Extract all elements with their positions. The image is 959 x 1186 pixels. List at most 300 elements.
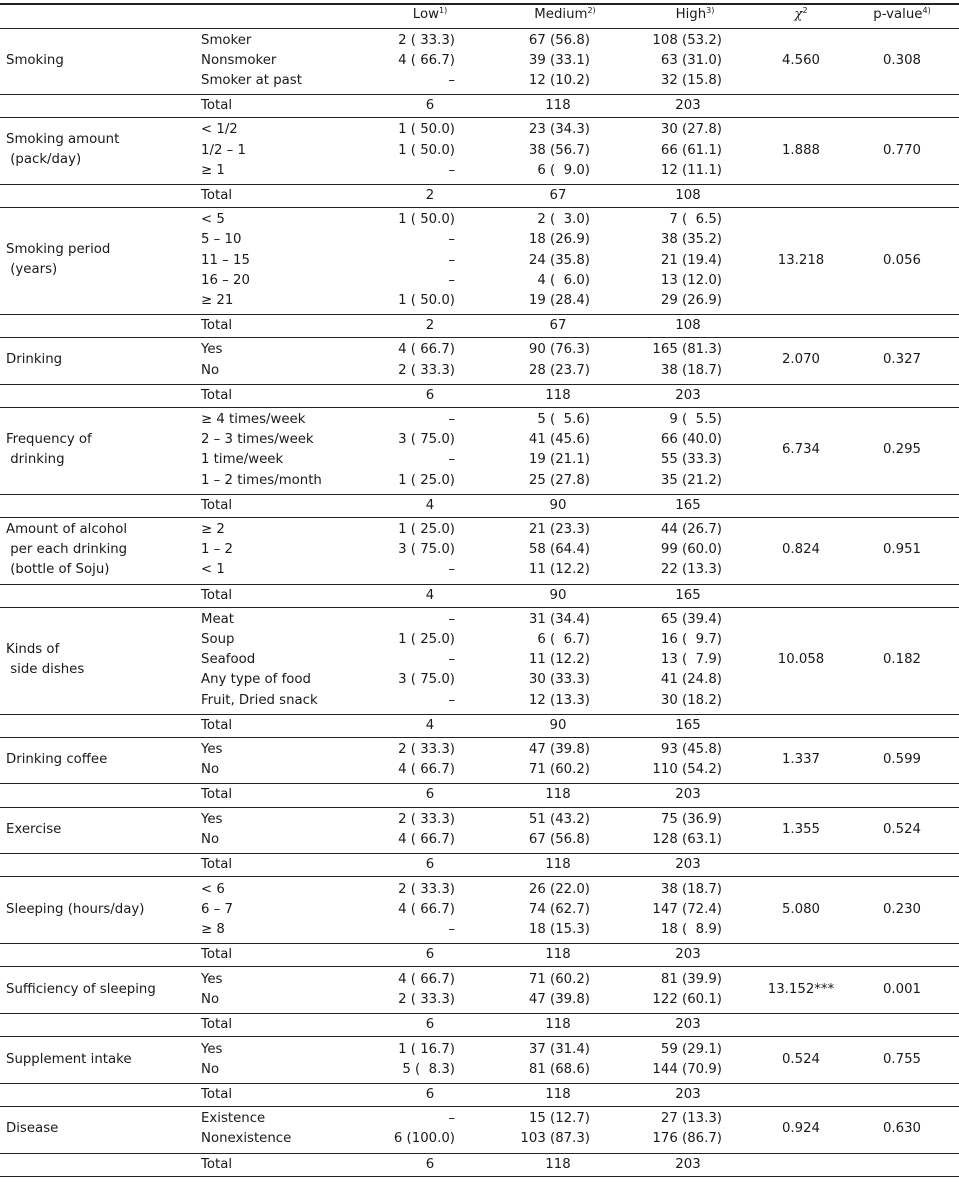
total-row (0, 1085, 959, 1105)
table-row (0, 31, 959, 51)
table-row (0, 210, 959, 230)
medium-cell: 25 (27.8) (528, 472, 590, 488)
total-low: 6 (425, 787, 435, 803)
total-row (0, 785, 959, 805)
total-row (0, 96, 959, 116)
category-cell: No (201, 1061, 220, 1077)
total-label: Total (201, 387, 233, 403)
medium-cell: 19 (21.1) (528, 452, 590, 468)
chi-square-value: 6.734 (781, 442, 821, 458)
high-cell: 65 (39.4) (660, 612, 722, 628)
low-cell: 4 ( 66.7) (398, 832, 455, 848)
p-value: 0.230 (882, 901, 922, 917)
high-cell: 7 ( 6.5) (669, 212, 722, 228)
low-cell: 3 ( 75.0) (398, 432, 455, 448)
high-cell: 63 (31.0) (660, 52, 722, 68)
medium-cell: 30 (33.3) (528, 672, 590, 688)
low-cell: 1 ( 25.0) (398, 472, 455, 488)
high-cell: 99 (60.0) (660, 542, 722, 558)
medium-cell: 26 (22.0) (528, 881, 590, 897)
variable-label (6, 1119, 58, 1139)
category-cell: < 1 (201, 562, 225, 578)
total-high: 108 (675, 187, 701, 203)
low-cell: – (448, 412, 455, 428)
low-cell: 4 ( 66.7) (398, 971, 455, 987)
table-row (0, 271, 959, 291)
total-medium: 90 (549, 587, 567, 603)
total-rule (0, 1013, 959, 1014)
total-label: Total (201, 187, 233, 203)
total-rule (0, 184, 959, 185)
low-cell: 2 ( 33.3) (398, 362, 455, 378)
section-rule (0, 517, 959, 518)
low-cell: 4 ( 66.7) (398, 52, 455, 68)
category-cell: 16 – 20 (201, 272, 250, 288)
variable-label-line: Smoking amount (6, 132, 120, 148)
low-cell: – (448, 692, 455, 708)
variable-label (6, 430, 92, 470)
category-cell: ≥ 8 (201, 922, 225, 937)
total-label: Total (201, 1086, 233, 1102)
total-label: Total (201, 1016, 233, 1032)
low-cell: – (448, 252, 455, 268)
low-cell: 2 ( 33.3) (398, 742, 455, 758)
high-cell: 66 (40.0) (660, 432, 722, 448)
variable-label-line: (bottle of Soju) (6, 562, 110, 578)
category-cell: Any type of food (201, 672, 311, 688)
high-cell: 128 (63.1) (652, 832, 722, 848)
table-row (0, 920, 959, 940)
medium-cell: 24 (35.8) (528, 252, 590, 268)
category-cell: Seafood (201, 652, 256, 668)
category-cell: Fruit, Dried snack (201, 692, 318, 708)
total-low: 4 (425, 587, 435, 603)
total-low: 6 (425, 947, 435, 963)
total-high: 165 (675, 587, 701, 603)
header-p-value: p-value$^{4)}$ (873, 6, 931, 22)
category-cell: ≥ 21 (201, 292, 234, 308)
medium-cell: 51 (43.2) (528, 812, 590, 827)
total-rule (0, 94, 959, 95)
chi-square-value: 13.152*** (767, 981, 835, 997)
header-rule (0, 28, 959, 29)
p-value: 0.770 (882, 142, 922, 158)
chi-square-value: 2.070 (781, 352, 821, 368)
total-high: 203 (675, 1156, 701, 1172)
chi-square-value: 13.218 (777, 252, 825, 268)
high-cell: 27 (13.3) (660, 1111, 722, 1127)
total-rule (0, 584, 959, 585)
variable-label-line: (years) (6, 262, 58, 278)
high-cell: 144 (70.9) (652, 1061, 722, 1077)
section-rule (0, 337, 959, 338)
total-medium: 90 (549, 497, 567, 513)
category-cell: Yes (201, 812, 223, 827)
low-cell: 2 ( 33.3) (398, 991, 455, 1007)
medium-cell: 41 (45.6) (528, 432, 590, 448)
medium-cell: 12 (13.3) (528, 692, 590, 708)
variable-label-line: Smoking (6, 52, 64, 68)
total-medium: 118 (545, 1016, 571, 1032)
total-high: 203 (675, 387, 701, 403)
variable-label (6, 51, 64, 71)
total-high: 203 (675, 947, 701, 963)
total-label: Total (201, 1156, 233, 1172)
category-cell: 11 – 15 (201, 252, 250, 268)
total-row (0, 945, 959, 965)
total-row (0, 1015, 959, 1035)
category-cell: 1 – 2 times/month (201, 472, 322, 488)
total-low: 2 (425, 317, 435, 333)
variable-label-line: Sleeping (hours/day) (6, 901, 145, 917)
high-cell: 66 (61.1) (660, 142, 722, 158)
section-rule (0, 737, 959, 738)
variable-label-line: side dishes (6, 662, 85, 678)
total-row (0, 716, 959, 736)
medium-cell: 19 (28.4) (528, 292, 590, 308)
category-cell: Smoker at past (201, 72, 302, 88)
medium-cell: 67 (56.8) (528, 32, 590, 48)
low-cell: – (448, 272, 455, 288)
category-cell: Yes (201, 1041, 223, 1057)
low-cell: 1 ( 25.0) (398, 632, 455, 648)
variable-label (6, 520, 127, 580)
section-rule (0, 807, 959, 808)
medium-cell: 47 (39.8) (528, 991, 590, 1007)
total-low: 6 (425, 97, 435, 113)
low-cell: 5 ( 8.3) (402, 1061, 455, 1077)
category-cell: 6 – 7 (201, 901, 234, 917)
low-cell: 6 (100.0) (393, 1131, 455, 1147)
category-cell: ≥ 1 (201, 162, 225, 178)
total-low: 4 (425, 497, 435, 513)
high-cell: 12 (11.1) (660, 162, 722, 178)
total-rule (0, 1153, 959, 1154)
category-cell: Meat (201, 612, 235, 628)
low-cell: 1 ( 25.0) (398, 522, 455, 538)
high-cell: 176 (86.7) (652, 1131, 722, 1147)
total-high: 203 (675, 97, 701, 113)
medium-cell: 37 (31.4) (528, 1041, 590, 1057)
category-cell: < 1/2 (201, 122, 238, 138)
header-chi-square: $\chi^2$ (794, 6, 808, 22)
total-rule (0, 783, 959, 784)
total-rule (0, 1083, 959, 1084)
table-row (0, 691, 959, 711)
chi-square-value: 0.824 (781, 542, 821, 558)
high-cell: 38 (35.2) (660, 232, 722, 248)
high-cell: 32 (15.8) (660, 72, 722, 88)
chi-square-value: 0.524 (781, 1051, 821, 1067)
high-cell: 147 (72.4) (652, 901, 722, 917)
category-cell: Yes (201, 971, 223, 987)
variable-label-line: Sufficiency of sleeping (6, 981, 156, 997)
variable-label (6, 640, 84, 680)
category-cell: Yes (201, 742, 223, 758)
low-cell: – (448, 1111, 455, 1127)
variable-label (6, 350, 62, 370)
variable-label-line: drinking (6, 452, 65, 468)
category-cell: ≥ 4 times/week (201, 412, 306, 428)
medium-cell: 18 (15.3) (528, 922, 590, 937)
total-medium: 118 (545, 947, 571, 963)
low-cell: – (448, 562, 455, 578)
table-row (0, 71, 959, 91)
variable-label-line: Kinds of (6, 642, 60, 658)
total-low: 6 (425, 1086, 435, 1102)
low-cell: 1 ( 50.0) (398, 292, 455, 308)
total-row (0, 586, 959, 606)
category-cell: 1 time/week (201, 452, 284, 468)
medium-cell: 2 ( 3.0) (537, 212, 590, 228)
variable-label-line: (pack/day) (6, 152, 82, 168)
total-rule (0, 943, 959, 944)
medium-cell: 71 (60.2) (528, 762, 590, 778)
high-cell: 30 (27.8) (660, 122, 722, 138)
p-value: 0.599 (882, 752, 922, 768)
medium-cell: 18 (26.9) (528, 232, 590, 248)
total-label: Total (201, 587, 233, 603)
low-cell: 4 ( 66.7) (398, 762, 455, 778)
low-cell: – (448, 652, 455, 668)
medium-cell: 11 (12.2) (528, 562, 590, 578)
low-cell: 2 ( 33.3) (398, 812, 455, 827)
category-cell: No (201, 362, 220, 378)
total-rule (0, 494, 959, 495)
variable-label-line: Supplement intake (6, 1051, 132, 1067)
section-rule (0, 607, 959, 608)
total-medium: 118 (545, 97, 571, 113)
p-value: 0.056 (882, 252, 922, 268)
p-value: 0.308 (882, 52, 922, 68)
medium-cell: 21 (23.3) (528, 522, 590, 538)
medium-cell: 6 ( 9.0) (537, 162, 590, 178)
high-cell: 29 (26.9) (660, 292, 722, 308)
variable-label-line: Exercise (6, 822, 62, 838)
total-medium: 67 (549, 187, 567, 203)
high-cell: 55 (33.3) (660, 452, 722, 468)
total-row (0, 386, 959, 406)
category-cell: No (201, 762, 220, 778)
total-high: 203 (675, 1016, 701, 1032)
high-cell: 110 (54.2) (652, 762, 722, 778)
total-medium: 67 (549, 317, 567, 333)
table-row (0, 610, 959, 630)
low-cell: 3 ( 75.0) (398, 672, 455, 688)
high-cell: 9 ( 5.5) (669, 412, 722, 428)
table-row (0, 161, 959, 181)
medium-cell: 5 ( 5.6) (537, 412, 590, 428)
total-label: Total (201, 717, 233, 733)
high-cell: 13 ( 7.9) (660, 652, 722, 668)
variable-label (6, 750, 107, 770)
p-value: 0.524 (882, 822, 922, 838)
medium-cell: 11 (12.2) (528, 652, 590, 668)
section-rule (0, 1106, 959, 1107)
total-low: 6 (425, 387, 435, 403)
section-rule (0, 117, 959, 118)
table-row (0, 291, 959, 311)
total-label: Total (201, 787, 233, 803)
total-label: Total (201, 857, 233, 873)
variable-label (6, 240, 110, 280)
medium-cell: 4 ( 6.0) (537, 272, 590, 288)
total-low: 6 (425, 1156, 435, 1172)
variable-label-line: Drinking (6, 352, 63, 368)
low-cell: 2 ( 33.3) (398, 32, 455, 48)
total-high: 203 (675, 1086, 701, 1102)
total-label: Total (201, 497, 233, 513)
category-cell: No (201, 832, 220, 848)
total-medium: 118 (545, 1086, 571, 1102)
high-cell: 122 (60.1) (652, 991, 722, 1007)
variable-label (6, 1050, 132, 1070)
p-value: 0.630 (882, 1121, 922, 1137)
low-cell: – (448, 232, 455, 248)
category-cell: No (201, 991, 220, 1007)
high-cell: 35 (21.2) (660, 472, 722, 488)
section-rule (0, 1036, 959, 1037)
medium-cell: 67 (56.8) (528, 832, 590, 848)
high-cell: 21 (19.4) (660, 252, 722, 268)
total-medium: 118 (545, 387, 571, 403)
table-row (0, 880, 959, 900)
high-cell: 165 (81.3) (652, 342, 722, 358)
p-value: 0.001 (882, 981, 922, 997)
variable-label-line: Frequency of (6, 432, 92, 448)
total-high: 108 (675, 317, 701, 333)
variable-label-line: Drinking coffee (6, 752, 108, 768)
section-rule (0, 407, 959, 408)
total-label: Total (201, 947, 233, 963)
total-rule (0, 714, 959, 715)
variable-label (6, 980, 156, 1000)
variable-label (6, 130, 119, 170)
p-value: 0.951 (882, 542, 922, 558)
total-high: 165 (675, 717, 701, 733)
high-cell: 22 (13.3) (660, 562, 722, 578)
high-cell: 16 ( 9.7) (660, 632, 722, 648)
total-low: 6 (425, 1016, 435, 1032)
category-cell: Yes (201, 342, 223, 358)
variable-label-line: Disease (6, 1121, 59, 1137)
high-cell: 38 (18.7) (660, 881, 722, 897)
low-cell: – (448, 922, 455, 937)
variable-label-line: per each drinking (6, 542, 128, 558)
medium-cell: 103 (87.3) (520, 1131, 590, 1147)
total-medium: 118 (545, 787, 571, 803)
high-cell: 41 (24.8) (660, 672, 722, 688)
total-high: 203 (675, 857, 701, 873)
medium-cell: 28 (23.7) (528, 362, 590, 378)
medium-cell: 74 (62.7) (528, 901, 590, 917)
table-row (0, 410, 959, 430)
low-cell: – (448, 612, 455, 628)
chi-square-value: 5.080 (781, 901, 821, 917)
high-cell: 59 (29.1) (660, 1041, 722, 1057)
total-row (0, 1155, 959, 1175)
category-cell: 1 – 2 (201, 542, 234, 558)
category-cell: Soup (201, 632, 235, 648)
table-row (0, 230, 959, 250)
total-row (0, 855, 959, 875)
section-rule (0, 1176, 959, 1178)
table-row (0, 670, 959, 690)
variable-label-line: Smoking period (6, 242, 111, 258)
total-rule (0, 853, 959, 854)
total-label: Total (201, 317, 233, 333)
low-cell: 1 ( 50.0) (398, 212, 455, 228)
chi-square-value: 0.924 (781, 1121, 821, 1137)
high-cell: 108 (53.2) (652, 32, 722, 48)
category-cell: < 6 (201, 881, 225, 897)
total-row (0, 186, 959, 206)
category-cell: 1/2 – 1 (201, 142, 246, 158)
header-high: High$^{3)}$ (675, 6, 715, 22)
medium-cell: 58 (64.4) (528, 542, 590, 558)
total-high: 165 (675, 497, 701, 513)
variable-label (6, 900, 144, 920)
medium-cell: 81 (68.6) (528, 1061, 590, 1077)
high-cell: 81 (39.9) (660, 971, 722, 987)
p-value: 0.327 (882, 352, 922, 368)
table-row (0, 120, 959, 140)
p-value: 0.182 (882, 652, 922, 668)
category-cell: Nonexistence (201, 1131, 292, 1147)
medium-cell: 12 (10.2) (528, 72, 590, 88)
total-row (0, 316, 959, 336)
medium-cell: 38 (56.7) (528, 142, 590, 158)
total-medium: 90 (549, 717, 567, 733)
low-cell: – (448, 162, 455, 178)
variable-label-line: Amount of alcohol (6, 522, 128, 538)
total-rule (0, 314, 959, 315)
medium-cell: 90 (76.3) (528, 342, 590, 358)
section-rule (0, 876, 959, 877)
low-cell: – (448, 72, 455, 88)
table-row (0, 471, 959, 491)
category-cell: < 5 (201, 212, 225, 228)
p-value: 0.295 (882, 442, 922, 458)
total-low: 4 (425, 717, 435, 733)
category-cell: 5 – 10 (201, 232, 242, 248)
total-rule (0, 384, 959, 385)
chi-square-value: 1.355 (781, 822, 821, 838)
high-cell: 75 (36.9) (660, 812, 722, 827)
chi-square-value: 4.560 (781, 52, 821, 68)
chi-square-value: 1.337 (781, 752, 821, 768)
section-rule (0, 966, 959, 967)
high-cell: 38 (18.7) (660, 362, 722, 378)
total-low: 2 (425, 187, 435, 203)
total-label: Total (201, 97, 233, 113)
medium-cell: 71 (60.2) (528, 971, 590, 987)
medium-cell: 15 (12.7) (528, 1111, 590, 1127)
category-cell: Nonsmoker (201, 52, 277, 68)
low-cell: 1 ( 16.7) (398, 1041, 455, 1057)
category-cell: Smoker (201, 32, 252, 48)
total-high: 203 (675, 787, 701, 803)
category-cell: Existence (201, 1111, 266, 1127)
total-low: 6 (425, 857, 435, 873)
low-cell: 3 ( 75.0) (398, 542, 455, 558)
medium-cell: 23 (34.3) (528, 122, 590, 138)
medium-cell: 39 (33.1) (528, 52, 590, 68)
chi-square-value: 10.058 (777, 652, 825, 668)
low-cell: 1 ( 50.0) (398, 142, 455, 158)
variable-label (6, 820, 61, 840)
total-row (0, 496, 959, 516)
